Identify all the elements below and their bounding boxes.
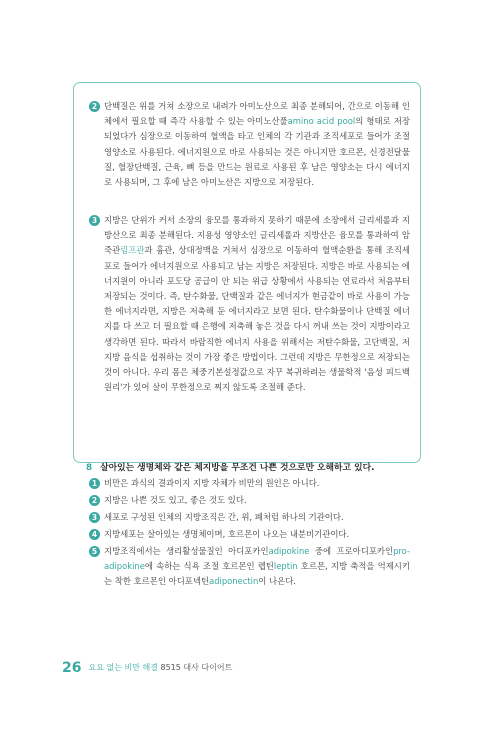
answer-text: 비만은 과식의 결과이지 지방 자체가 비만의 원인은 아니다. xyxy=(104,478,320,488)
term-annotation: adipokine xyxy=(268,546,310,556)
answer-text: 지방세포는 살아있는 생명체이며, 호르몬이 나오는 내분비기관이다. xyxy=(104,529,350,539)
item-number-badge: 2 xyxy=(89,101,100,112)
question-text: 살아있는 생명체와 같은 체지방을 무조건 나쁜 것으로만 오해하고 있다. xyxy=(100,463,375,473)
item-text: 단백질은 위를 거쳐 소장으로 내려가 아미노산으로 최종 분해되어, 간으로 이동해 인체에서 필요할 때 즉각 사용할 수 있는 아미노산풀amino acid pool의 형태로 저장되었다가 심장으로 이동하여 혈액을 타고 인체의 각 기관과 조직세포로 들어가 조절 영양소로 사용된다. 에너지원으로 바로 사용되는 것은 아니지만 호르몬, 신경전달물질, 혈장단백질, 근육, 뼈 등을 만드는 원료로 사용된 후 남은 영양소는 다시 에너지로 사용되며, 그 후에 남은 아미노산은 지방으로 저장된다. xyxy=(104,101,410,188)
answer-text: 세포로 구성된 인체의 지방조직은 간, 위, 폐처럼 하나의 기관이다. xyxy=(104,512,344,522)
book-title: 요요 없는 비만 해결 xyxy=(88,663,158,672)
answer-item xyxy=(91,493,410,508)
digestion-item-fat xyxy=(91,213,410,395)
digestion-item-protein xyxy=(91,99,410,190)
question-number: 8 xyxy=(86,463,93,473)
term-annotation: leptin xyxy=(273,561,298,572)
answer-text: 지방조직에서는 생리활성물질인 아디포카인adipokine 중에 프로아디포카인pro-adipokine에 속하는 식욕 조절 호르몬인 렙틴leptin 호르몬, 지방 축적을 억제시키는 착한 호르몬인 아디포넥틴adiponectin이 나온다. xyxy=(104,546,410,587)
page-footer xyxy=(62,660,232,676)
answer-item xyxy=(91,510,410,525)
answer-number-badge: 4 xyxy=(89,529,100,540)
item-number-badge: 3 xyxy=(89,215,100,226)
book-subtitle: 8515 대사 다이어트 xyxy=(160,663,233,672)
answer-text: 지방은 나쁜 것도 있고, 좋은 것도 있다. xyxy=(104,495,247,505)
term-annotation: amino acid pool xyxy=(287,116,356,127)
answer-item xyxy=(91,476,410,491)
page-number: 26 xyxy=(62,660,82,676)
answer-number-badge: 3 xyxy=(89,512,100,523)
answer-number-badge: 1 xyxy=(89,478,100,489)
answer-number-badge: 2 xyxy=(89,495,100,506)
answer-item xyxy=(91,544,410,590)
answer-number-badge: 5 xyxy=(89,546,100,557)
term-annotation: adiponectin xyxy=(209,576,259,587)
item-text: 지방은 단위가 커서 소장의 융모를 통과하지 못하기 때문에 소장에서 글리세롤과 지방산으로 최종 분해된다. 지용성 영양소인 글리세롤과 지방산은 융모를 통과하여 암죽관림프관과 흉관, 상대정맥을 거쳐서 심장으로 이동하여 혈액순환을 통해 조직세포로 들어가 에너지원으로 사용되고 남는 지방은 저장된다. 지방은 바로 사용되는 에너지원이 아니라 포도당 공급이 안 되는 위급 상황에서 사용되는 연료라서 처음부터 저장되는 것이다. 즉, 탄수화물, 단백질과 같은 에너지가 현금같이 바로 사용이 가능한 에너지라면, 지방은 저축해 둔 에너지라고 보면 된다. 탄수화물이나 단백질 에너지를 다 쓰고 더 필요할 때 은행에 저축해 놓은 것을 다시 꺼내 쓰는 것이 지방이라고 생각하면 된다. 따라서 바람직한 에너지 사용을 위해서는 저탄수화물, 고단백질, 저지방 음식을 섭취하는 것이 가장 좋은 방법이다. 그런데 지방은 무한정으로 저장되는 것이 아니다. 우리 몸은 체중기본설정값으로 자꾸 복귀하려는 생물학적 '음성 피드백 원리'가 있어 살이 무한정으로 찌지 않도록 조절해 준다. xyxy=(104,215,410,393)
term-annotation: 림프관 xyxy=(120,245,145,256)
term-annotation: pro-adipokine xyxy=(104,546,410,572)
question-heading xyxy=(86,460,374,476)
answer-item xyxy=(91,527,410,542)
